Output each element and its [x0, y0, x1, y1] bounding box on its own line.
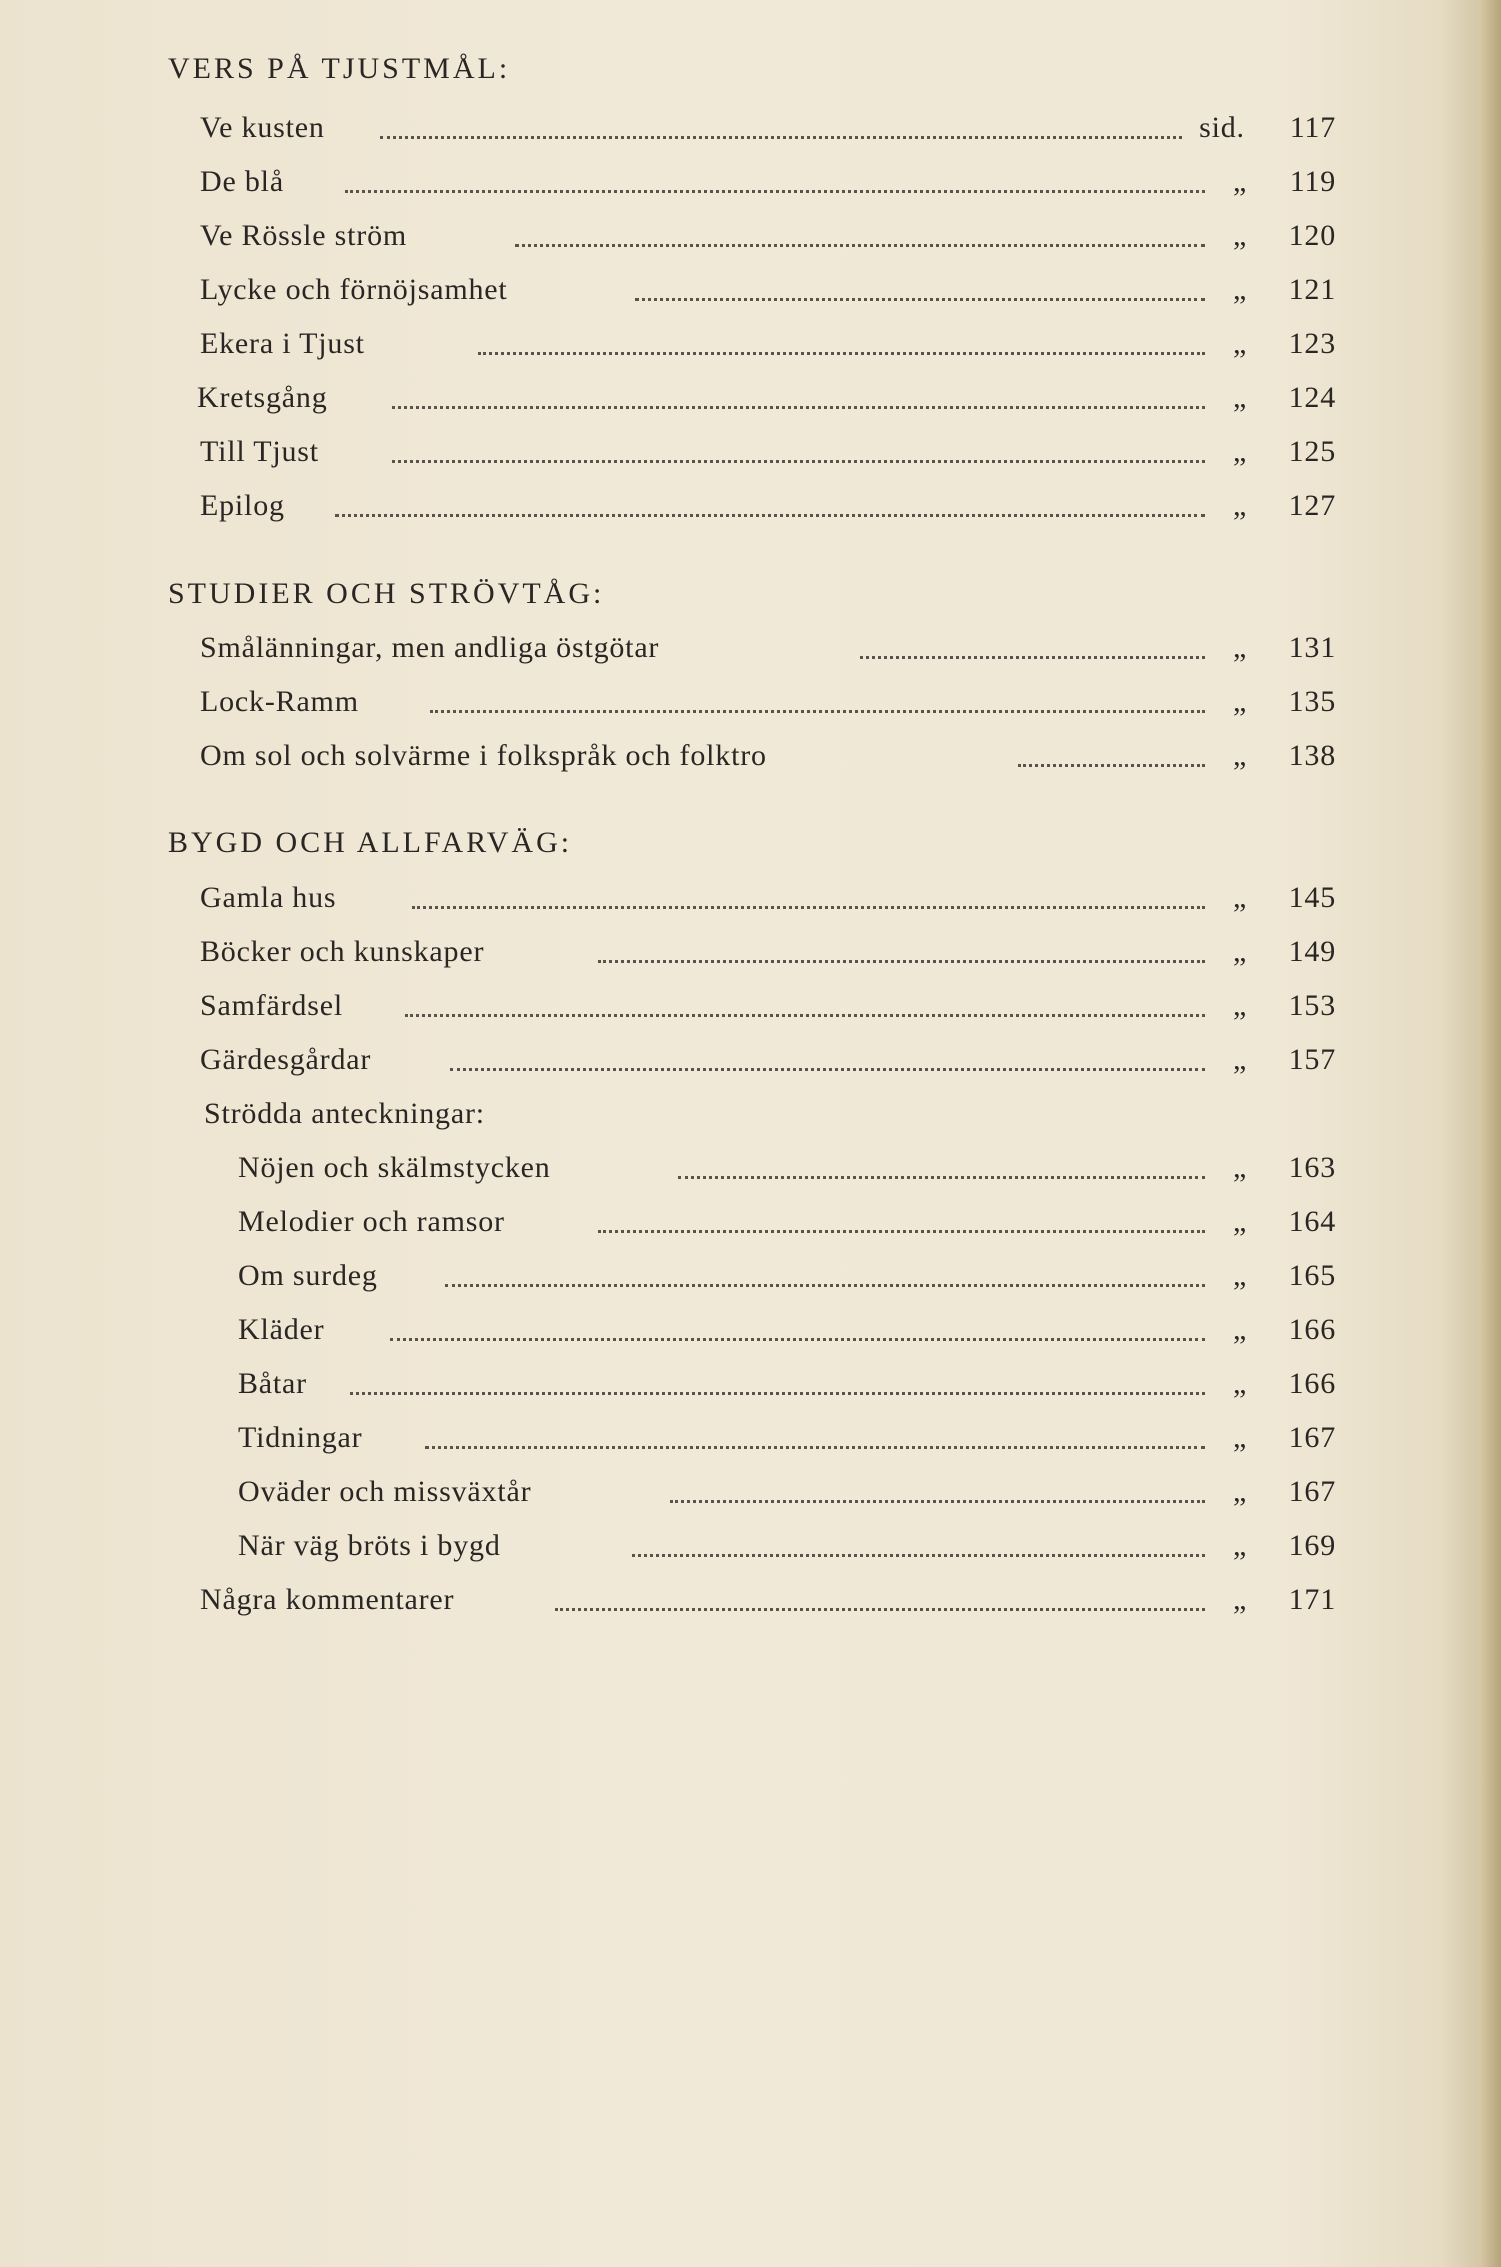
dot-leader	[1018, 752, 1205, 767]
entry-page-number: 121	[1288, 273, 1336, 306]
entry-page-number: 164	[1288, 1205, 1336, 1238]
entry-page-marker: „	[1232, 1259, 1248, 1292]
dot-leader	[412, 894, 1205, 909]
entry-page-number: 119	[1289, 165, 1336, 198]
toc-entry	[0, 986, 1501, 1026]
section-heading: STUDIER OCH STRÖVTÅG:	[168, 577, 605, 610]
entry-page-number: 138	[1288, 739, 1336, 772]
entry-title: Oväder och missväxtår	[238, 1475, 532, 1508]
entry-title: Melodier och ramsor	[238, 1205, 505, 1238]
dot-leader	[670, 1488, 1205, 1503]
toc-entry	[0, 1418, 1501, 1458]
entry-page-marker: „	[1232, 989, 1248, 1022]
entry-title: Lycke och förnöjsamhet	[200, 273, 508, 306]
entry-page-marker: „	[1232, 489, 1248, 522]
entry-page-marker: „	[1232, 273, 1248, 306]
dot-leader	[478, 340, 1205, 355]
entry-page-number: 135	[1288, 685, 1336, 718]
dot-leader	[405, 1002, 1205, 1017]
entry-page-number: 127	[1288, 489, 1336, 522]
toc-entry	[0, 1202, 1501, 1242]
dot-leader	[678, 1164, 1205, 1179]
entry-title: Några kommentarer	[200, 1583, 455, 1616]
dot-leader	[860, 644, 1205, 659]
entry-page-marker: „	[1232, 1475, 1248, 1508]
entry-page-number: 166	[1288, 1367, 1336, 1400]
entry-page-number: 167	[1288, 1475, 1336, 1508]
entry-page-marker: „	[1232, 631, 1248, 664]
entry-page-number: 145	[1288, 881, 1336, 914]
entry-title: Om surdeg	[238, 1259, 378, 1292]
toc-entry	[0, 108, 1501, 148]
entry-title: Epilog	[200, 489, 285, 522]
toc-entry	[0, 216, 1501, 256]
dot-leader	[430, 698, 1205, 713]
entry-page-marker: sid.	[1199, 111, 1245, 144]
entry-page-marker: „	[1232, 327, 1248, 360]
entry-page-marker: „	[1232, 935, 1248, 968]
entry-title: De blå	[200, 165, 284, 198]
entry-page-number: 125	[1288, 435, 1336, 468]
toc-entry	[0, 1148, 1501, 1188]
dot-leader	[515, 232, 1205, 247]
entry-page-marker: „	[1232, 1529, 1248, 1562]
entry-title: Kläder	[238, 1313, 325, 1346]
dot-leader	[632, 1542, 1205, 1557]
dot-leader	[350, 1380, 1205, 1395]
toc-entry	[0, 270, 1501, 310]
toc-entry	[0, 1364, 1501, 1404]
entry-page-number: 157	[1288, 1043, 1336, 1076]
entry-page-marker: „	[1232, 1151, 1248, 1184]
toc-entry	[0, 682, 1501, 722]
entry-page-marker: „	[1232, 1205, 1248, 1238]
entry-page-number: 169	[1288, 1529, 1336, 1562]
dot-leader	[392, 394, 1205, 409]
entry-page-number: 171	[1288, 1583, 1336, 1616]
entry-title: Båtar	[238, 1367, 307, 1400]
entry-page-number: 166	[1288, 1313, 1336, 1346]
entry-title: Ve Rössle ström	[200, 219, 407, 252]
entry-title: Samfärdsel	[200, 989, 343, 1022]
dot-leader	[445, 1272, 1205, 1287]
entry-page-marker: „	[1232, 1043, 1248, 1076]
entry-page-number: 120	[1288, 219, 1336, 252]
entry-page-marker: „	[1232, 685, 1248, 718]
entry-title: Kretsgång	[197, 381, 328, 414]
dot-leader	[335, 502, 1205, 517]
entry-title: Gärdesgårdar	[200, 1043, 372, 1076]
entry-title: Smålänningar, men andliga östgötar	[200, 631, 660, 664]
entry-page-number: 131	[1288, 631, 1336, 664]
toc-entry	[0, 736, 1501, 776]
toc-entry	[0, 1580, 1501, 1620]
entry-page-marker: „	[1232, 881, 1248, 914]
dot-leader	[598, 1218, 1205, 1233]
entry-page-number: 163	[1288, 1151, 1336, 1184]
toc-entry	[0, 324, 1501, 364]
entry-title: Strödda anteckningar:	[204, 1097, 485, 1130]
dot-leader	[392, 448, 1205, 463]
entry-page-marker: „	[1232, 739, 1248, 772]
toc-entry	[0, 628, 1501, 668]
entry-page-number: 123	[1288, 327, 1336, 360]
toc-entry	[0, 432, 1501, 472]
entry-page-marker: „	[1232, 381, 1248, 414]
entry-page-marker: „	[1232, 1421, 1248, 1454]
toc-entry	[0, 1040, 1501, 1080]
toc-entry	[0, 1472, 1501, 1512]
dot-leader	[598, 948, 1205, 963]
dot-leader	[425, 1434, 1205, 1449]
dot-leader	[635, 286, 1205, 301]
entry-page-marker: „	[1232, 219, 1248, 252]
entry-title: När väg bröts i bygd	[238, 1529, 501, 1562]
dot-leader	[390, 1326, 1205, 1341]
section-heading: VERS PÅ TJUSTMÅL:	[168, 52, 511, 85]
dot-leader	[450, 1056, 1205, 1071]
toc-subheading	[0, 1094, 1501, 1134]
entry-page-number: 124	[1288, 381, 1336, 414]
entry-title: Lock-Ramm	[200, 685, 359, 718]
entry-page-marker: „	[1232, 1313, 1248, 1346]
toc-entry	[0, 1310, 1501, 1350]
entry-title: Tidningar	[238, 1421, 363, 1454]
entry-page-number: 165	[1288, 1259, 1336, 1292]
entry-page-marker: „	[1232, 1583, 1248, 1616]
toc-entry	[0, 378, 1501, 418]
entry-title: Om sol och solvärme i folkspråk och folktro	[200, 739, 767, 772]
entry-title: Till Tjust	[200, 435, 319, 468]
toc-entry	[0, 878, 1501, 918]
dot-leader	[345, 178, 1205, 193]
entry-title: Ekera i Tjust	[200, 327, 365, 360]
toc-entry	[0, 1256, 1501, 1296]
dot-leader	[380, 124, 1182, 139]
entry-page-number: 153	[1288, 989, 1336, 1022]
dot-leader	[555, 1596, 1205, 1611]
entry-page-number: 149	[1288, 935, 1336, 968]
entry-title: Gamla hus	[200, 881, 337, 914]
section-heading: BYGD OCH ALLFARVÄG:	[168, 826, 573, 859]
entry-page-marker: „	[1232, 165, 1248, 198]
entry-page-marker: „	[1232, 1367, 1248, 1400]
entry-title: Nöjen och skälmstycken	[238, 1151, 551, 1184]
toc-entry	[0, 1526, 1501, 1566]
entry-page-number: 117	[1289, 111, 1336, 144]
entry-title: Böcker och kunskaper	[200, 935, 485, 968]
entry-page-number: 167	[1288, 1421, 1336, 1454]
toc-entry	[0, 486, 1501, 526]
entry-title: Ve kusten	[200, 111, 325, 144]
entry-page-marker: „	[1232, 435, 1248, 468]
toc-entry	[0, 162, 1501, 202]
toc-entry	[0, 932, 1501, 972]
